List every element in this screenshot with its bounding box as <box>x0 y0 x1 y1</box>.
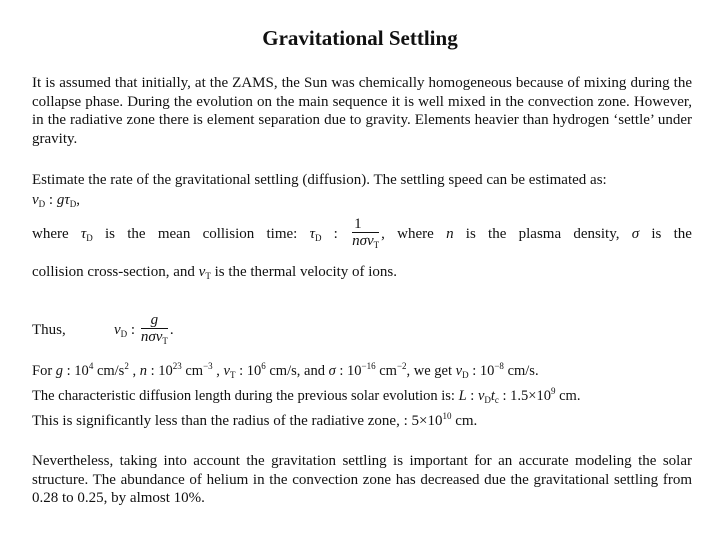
text: : 10 <box>235 363 262 379</box>
vd-var: v <box>114 321 121 338</box>
eq-rhs-sub: D <box>69 199 77 209</box>
den-text: nσv <box>140 329 163 345</box>
text: : 1.5×10 <box>498 388 551 404</box>
eq-rel: : <box>45 192 57 208</box>
rel: : <box>127 321 139 338</box>
text: is the thermal velocity of ions. <box>210 264 398 280</box>
den-text: nσv <box>352 233 374 249</box>
text: The characteristic diffusion length during the previous solar evolution is: <box>32 388 459 404</box>
vd-sub: D <box>462 370 469 380</box>
text: This is significantly less than the radius of the radiative zone, : 5×10 <box>32 413 443 429</box>
text: : 10 <box>468 363 495 379</box>
exp: 6 <box>261 361 266 371</box>
den-sub: T <box>162 336 168 346</box>
tail: . <box>169 321 174 338</box>
text: , we get <box>406 363 456 379</box>
text: For <box>32 363 56 379</box>
exp: 2 <box>124 361 129 371</box>
denominator <box>141 329 168 349</box>
g-var: g <box>55 363 64 379</box>
radius-comparison-line <box>32 411 477 430</box>
unit: cm/s <box>93 363 125 379</box>
v-var: v <box>223 363 230 379</box>
exp: 10 <box>442 411 452 421</box>
v-var: v <box>198 264 206 280</box>
intro-paragraph: It is assumed that initially, at the ZAMS, the Sun was chemically homogeneous because of mixing during the collapse phase. During the evolution on the main sequence it is well mixed in the convection zone. However, in the radiative zone there is element separation due to gravity. Elements heavier than hydrogen ‘settle’ under gravity. <box>32 75 692 147</box>
eq-rhs: gτ <box>56 192 70 208</box>
parameter-values-line <box>32 361 539 380</box>
sigma-var: σ <box>328 363 336 379</box>
numerator: g <box>141 312 168 329</box>
diffusion-length-line <box>32 386 580 405</box>
unit: cm/s. <box>503 363 539 379</box>
exp: 9 <box>551 386 556 396</box>
text: : <box>466 388 478 404</box>
t-var: t <box>490 388 495 404</box>
eq-var: v <box>32 192 39 208</box>
exp: −16 <box>361 361 376 371</box>
denominator <box>352 233 379 253</box>
conclusion-paragraph: Nevertheless, taking into account the gravitation settling is important for an accurate modeling the solar structure. The abundance of helium in the convection zone has decreased due the gravitational settling from 0.28 to 0.25, by almost 10%. <box>32 453 692 506</box>
text: : 10 <box>63 363 89 379</box>
thus-equation <box>32 312 174 349</box>
l-var: L <box>458 388 467 404</box>
exp: −8 <box>494 361 504 371</box>
vd-sub: D <box>120 328 128 339</box>
n-var: n <box>139 363 147 379</box>
tau-var-2: τ <box>309 225 315 242</box>
text: , where <box>381 225 447 242</box>
den-sub: T <box>373 240 380 250</box>
text: , <box>128 363 140 379</box>
v-sub: T <box>205 271 211 281</box>
settling-speed-equation <box>32 192 80 209</box>
text: is the mean collision time: <box>92 225 310 242</box>
unit: cm. <box>451 413 478 429</box>
eq-tail: , <box>76 192 80 208</box>
text: : 10 <box>146 363 173 379</box>
thus-label: Thus, <box>32 321 66 338</box>
n-var: n <box>446 225 454 242</box>
exp: −3 <box>203 361 213 371</box>
unit: cm <box>375 363 397 379</box>
v-var: v <box>477 388 485 404</box>
t-sub: c <box>494 395 499 405</box>
tau-var: τ <box>80 225 87 242</box>
text: where <box>32 225 81 242</box>
estimate-paragraph: Estimate the rate of the gravitational settling (diffusion). The settling speed can be estimated as: <box>32 172 607 188</box>
numerator: 1 <box>352 216 379 233</box>
exp: 4 <box>88 361 94 371</box>
exp: 23 <box>172 361 182 371</box>
v-sub: T <box>229 370 236 380</box>
page-title: Gravitational Settling <box>262 26 458 50</box>
rel: : <box>321 225 351 242</box>
unit: cm. <box>555 388 581 404</box>
cross-section-line <box>32 264 397 281</box>
collision-time-line <box>32 216 692 253</box>
unit: cm <box>181 363 204 379</box>
v-sub: D <box>484 395 491 405</box>
text: : 10 <box>335 363 362 379</box>
exp: −2 <box>396 361 407 371</box>
unit: cm/s, and <box>265 363 329 379</box>
text: is the <box>639 225 692 242</box>
text: is the plasma density, <box>453 225 632 242</box>
collision-time-fraction <box>352 216 379 253</box>
vd-var: v <box>455 363 463 379</box>
text: collision cross-section, and <box>32 264 199 280</box>
text: , <box>212 363 224 379</box>
tau-sub-2: D <box>314 232 322 243</box>
thus-fraction <box>141 312 168 349</box>
eq-sub: D <box>38 199 46 209</box>
tau-sub: D <box>86 232 93 243</box>
sigma-var: σ <box>631 225 640 242</box>
